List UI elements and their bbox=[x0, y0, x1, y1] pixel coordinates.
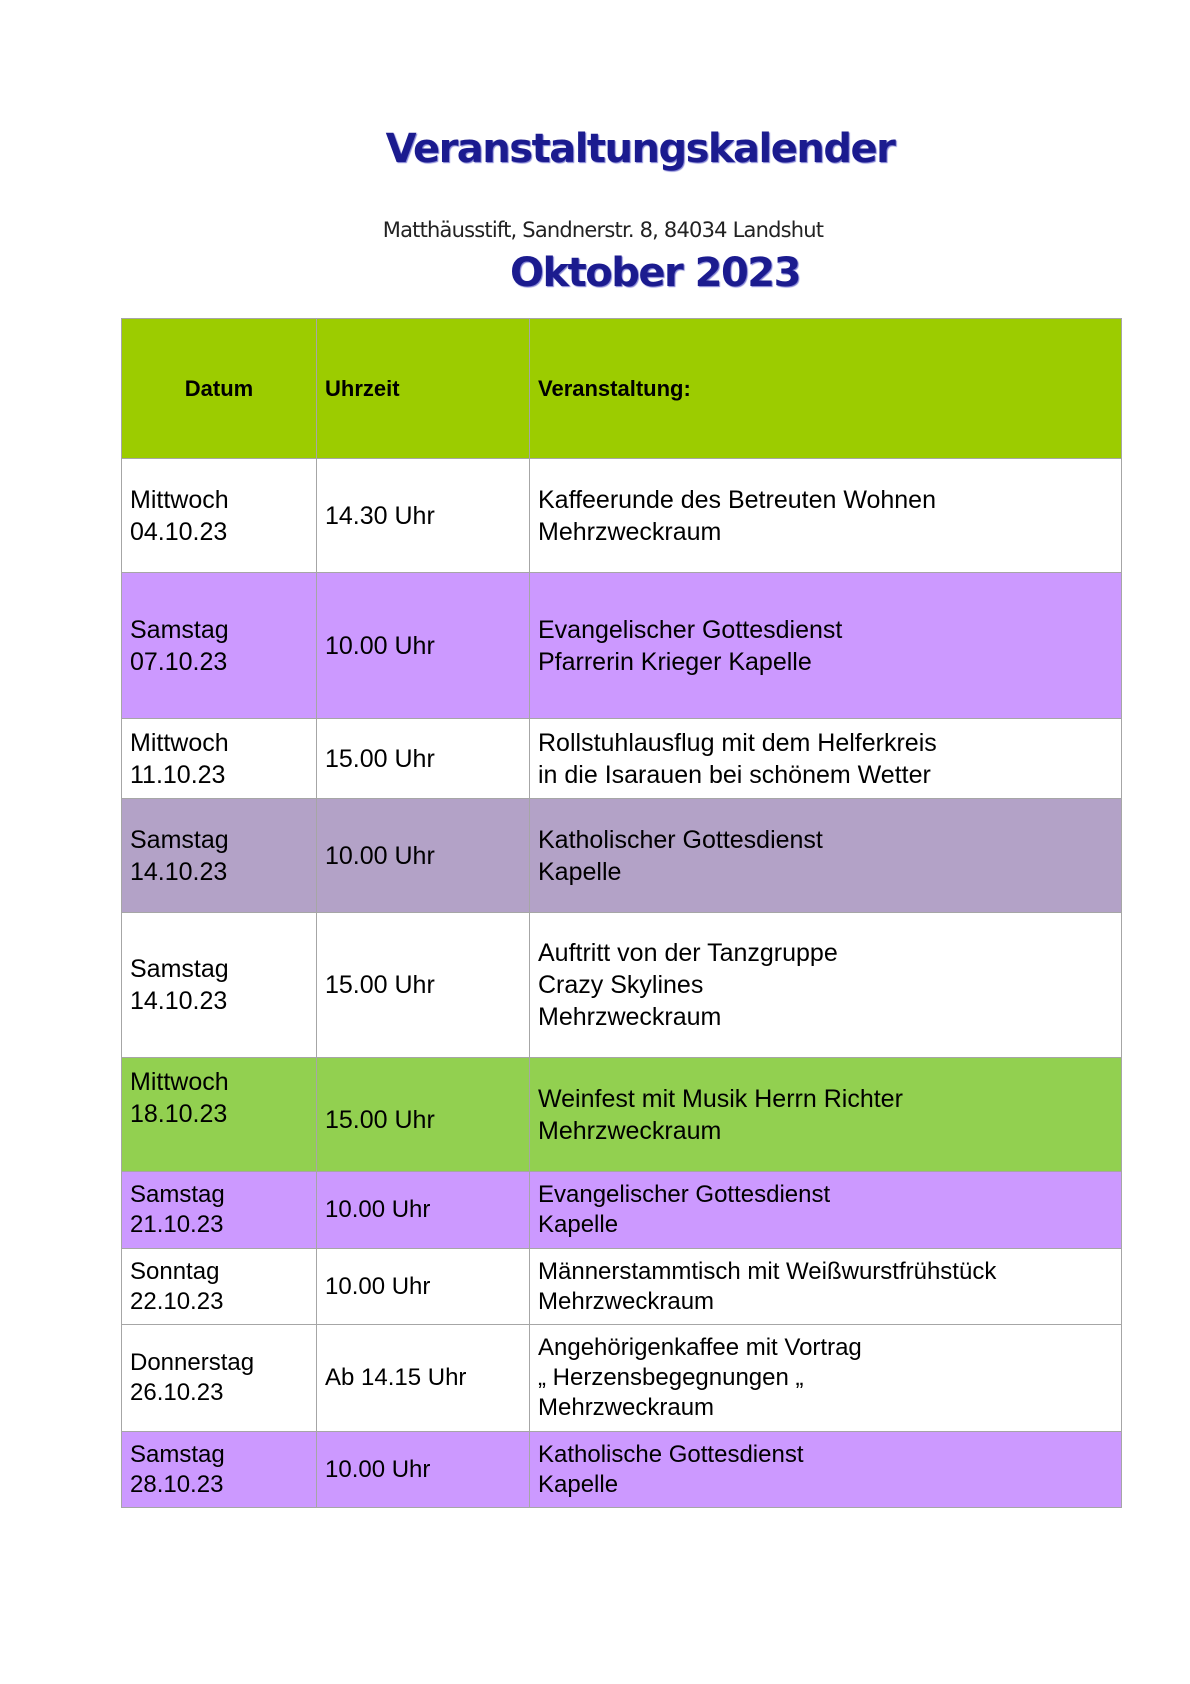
event-line: Mehrzweckraum bbox=[538, 1116, 722, 1145]
event-cell bbox=[530, 1172, 1122, 1249]
day-name: Samstag bbox=[130, 825, 229, 854]
event-line: Mehrzweckraum bbox=[538, 1394, 715, 1421]
time-cell: Ab 14.15 Uhr bbox=[317, 1325, 530, 1432]
event-cell bbox=[530, 1249, 1122, 1325]
date-value: 11.10.23 bbox=[130, 760, 226, 789]
event-line: Katholischer Gottesdienst bbox=[538, 825, 823, 854]
event-cell bbox=[530, 719, 1122, 799]
table-row bbox=[122, 1432, 1122, 1508]
day-name: Samstag bbox=[130, 615, 229, 644]
event-line: Kaffeerunde des Betreuten Wohnen bbox=[538, 485, 936, 514]
date-cell bbox=[122, 913, 317, 1058]
date-cell bbox=[122, 1172, 317, 1249]
event-line: Männerstammtisch mit Weißwurstfrühstück bbox=[538, 1257, 997, 1285]
event-line: Weinfest mit Musik Herrn Richter bbox=[538, 1084, 903, 1113]
day-name: Samstag bbox=[130, 955, 229, 983]
event-cell bbox=[530, 1058, 1122, 1172]
table-row bbox=[122, 1249, 1122, 1325]
date-cell bbox=[122, 1249, 317, 1325]
event-line: Mehrzweckraum bbox=[538, 1287, 715, 1315]
event-cell bbox=[530, 799, 1122, 913]
day-name: Samstag bbox=[130, 1440, 225, 1468]
event-line: Kapelle bbox=[538, 1470, 619, 1498]
event-line: Rollstuhlausflug mit dem Helferkreis bbox=[538, 728, 937, 757]
time-cell: 15.00 Uhr bbox=[317, 913, 530, 1058]
table-row bbox=[122, 1172, 1122, 1249]
address-line: Matthäusstift, Sandnerstr. 8, 84034 Landshut bbox=[382, 218, 824, 242]
date-cell bbox=[122, 1058, 317, 1172]
table-row bbox=[122, 573, 1122, 719]
time-cell: 10.00 Uhr bbox=[317, 573, 530, 719]
day-name: Mittwoch bbox=[130, 1068, 229, 1096]
event-line: Evangelischer Gottesdienst bbox=[538, 1181, 831, 1208]
date-cell bbox=[122, 719, 317, 799]
date-value: 28.10.23 bbox=[130, 1470, 224, 1498]
day-name: Donnerstag bbox=[130, 1349, 255, 1376]
time-cell: 15.00 Uhr bbox=[317, 719, 530, 799]
event-line: Katholische Gottesdienst bbox=[538, 1440, 804, 1468]
event-table bbox=[121, 318, 1122, 1508]
day-name: Mittwoch bbox=[130, 485, 229, 514]
date-cell bbox=[122, 459, 317, 573]
date-value: 18.10.23 bbox=[130, 1100, 228, 1128]
event-line: Kapelle bbox=[538, 857, 622, 886]
date-cell bbox=[122, 1325, 317, 1432]
time-cell: 10.00 Uhr bbox=[317, 1249, 530, 1325]
event-cell bbox=[530, 913, 1122, 1058]
event-line: „ Herzensbegegnungen „ bbox=[538, 1364, 804, 1391]
table-row bbox=[122, 719, 1122, 799]
event-cell bbox=[530, 459, 1122, 573]
date-value: 14.10.23 bbox=[130, 987, 228, 1015]
title-line-2: Oktober 2023 bbox=[510, 250, 800, 296]
table-row bbox=[122, 1058, 1122, 1172]
header-veranstaltung: Veranstaltung: bbox=[530, 319, 1122, 459]
title-line-1: Veranstaltungskalender bbox=[385, 126, 895, 172]
time-cell: 10.00 Uhr bbox=[317, 1172, 530, 1249]
date-cell bbox=[122, 799, 317, 913]
time-cell: 10.00 Uhr bbox=[317, 799, 530, 913]
event-line: Crazy Skylines bbox=[538, 971, 704, 999]
date-value: 21.10.23 bbox=[130, 1211, 224, 1238]
event-cell bbox=[530, 1432, 1122, 1508]
date-cell bbox=[122, 1432, 317, 1508]
time-cell: 14.30 Uhr bbox=[317, 459, 530, 573]
event-line: Auftritt von der Tanzgruppe bbox=[538, 939, 838, 967]
event-line: Kapelle bbox=[538, 1211, 619, 1238]
day-name: Samstag bbox=[130, 1181, 225, 1208]
event-cell bbox=[530, 573, 1122, 719]
day-name: Sonntag bbox=[130, 1257, 220, 1285]
date-value: 26.10.23 bbox=[130, 1379, 224, 1406]
time-cell: 15.00 Uhr bbox=[317, 1058, 530, 1172]
header-datum: Datum bbox=[122, 319, 317, 459]
event-line: Angehörigenkaffee mit Vortrag bbox=[538, 1334, 862, 1361]
table-header-row bbox=[122, 319, 1122, 459]
time-cell: 10.00 Uhr bbox=[317, 1432, 530, 1508]
date-cell bbox=[122, 573, 317, 719]
table-row bbox=[122, 799, 1122, 913]
date-value: 14.10.23 bbox=[130, 857, 228, 886]
event-line: Mehrzweckraum bbox=[538, 517, 722, 546]
event-line: Mehrzweckraum bbox=[538, 1003, 722, 1031]
day-name: Mittwoch bbox=[130, 728, 229, 757]
table-row bbox=[122, 913, 1122, 1058]
header-uhrzeit: Uhrzeit bbox=[317, 319, 530, 459]
date-value: 07.10.23 bbox=[130, 647, 228, 676]
date-value: 22.10.23 bbox=[130, 1287, 224, 1315]
event-line: Evangelischer Gottesdienst bbox=[538, 615, 843, 644]
date-value: 04.10.23 bbox=[130, 517, 228, 546]
table-row bbox=[122, 459, 1122, 573]
table-row bbox=[122, 1325, 1122, 1432]
event-cell bbox=[530, 1325, 1122, 1432]
event-line: Pfarrerin Krieger Kapelle bbox=[538, 647, 812, 676]
event-line: in die Isarauen bei schönem Wetter bbox=[538, 760, 931, 789]
